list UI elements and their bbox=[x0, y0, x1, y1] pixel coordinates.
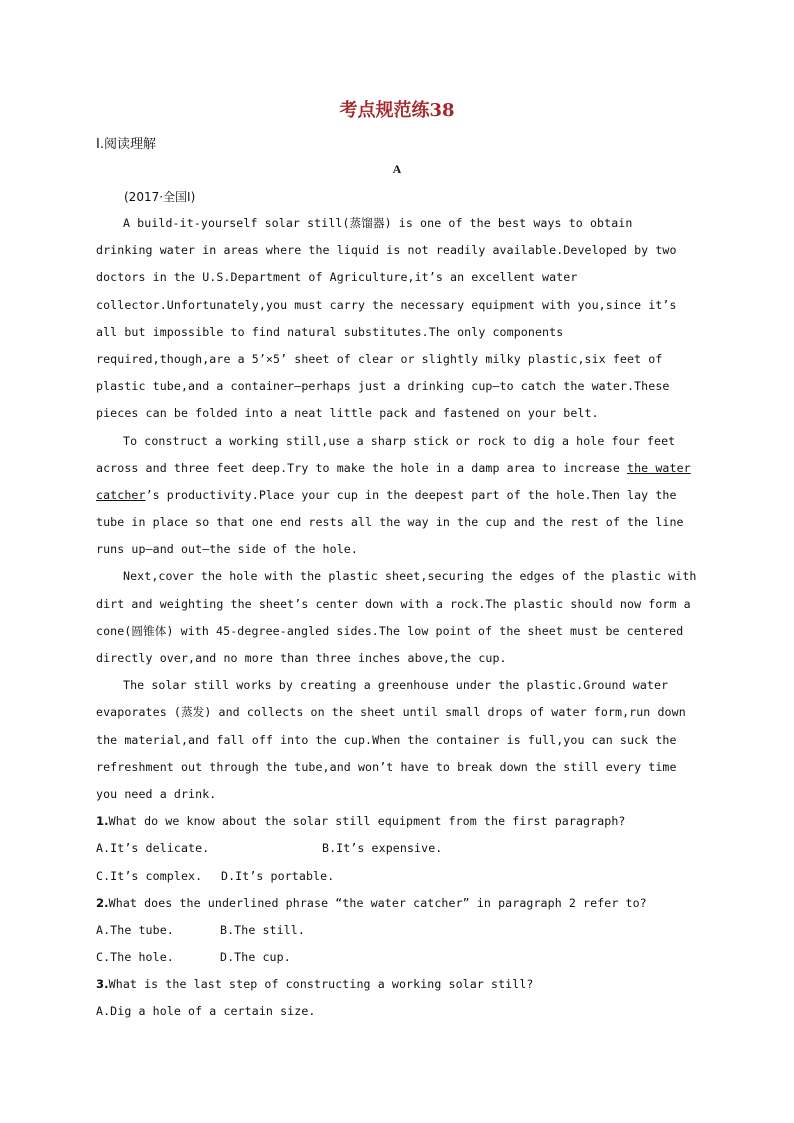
paragraph-1-line: required,though,are a 5’×5’ sheet of clear or slightly milky plastic,six feet of bbox=[96, 351, 663, 366]
option-b: B.It’s expensive. bbox=[322, 841, 443, 856]
option-c: C.The hole. bbox=[96, 950, 174, 965]
paragraph-2-line: To construct a working still,use a sharp stick or rock to dig a hole four feet bbox=[123, 433, 676, 448]
paragraph-4-line: refreshment out through the tube,and won’t have to break down the still every time bbox=[96, 759, 677, 774]
option-a: A.The tube. bbox=[96, 922, 174, 937]
paragraph-1-line: doctors in the U.S.Department of Agriculture,it’s an excellent water bbox=[96, 270, 578, 285]
underlined-phrase-part: catcher bbox=[96, 487, 146, 502]
question-number: 1. bbox=[96, 814, 109, 829]
question-1 bbox=[96, 808, 696, 835]
paragraph-2-line: tube in place so that one end rests all the way in the cup and the rest of the line bbox=[96, 515, 684, 530]
option-a: A.It’s delicate. bbox=[96, 841, 210, 856]
option-a: A.Dig a hole of a certain size. bbox=[96, 1004, 316, 1019]
question-number: 2. bbox=[96, 895, 109, 910]
question-text: What is the last step of constructing a working solar still? bbox=[108, 977, 534, 992]
paragraph-3-line: cone(圆锥体) with 45-degree-angled sides.The low point of the sheet must be centered bbox=[96, 623, 684, 638]
question-2 bbox=[96, 890, 696, 917]
question-3-options-row bbox=[96, 998, 696, 1025]
paragraph-2-text: ’s productivity.Place your cup in the deepest part of the hole.Then lay the bbox=[145, 487, 677, 502]
paragraph-2-line: runs up—and out—the side of the hole. bbox=[96, 542, 358, 557]
paragraph-1-line: A build-it-yourself solar still(蒸馏器) is one of the best ways to obtain bbox=[123, 216, 633, 230]
paragraph-2-line bbox=[96, 482, 696, 509]
paragraph-2-line bbox=[96, 455, 696, 482]
paragraph-1-line: collector.Unfortunately,you must carry the necessary equipment with you,since it’s bbox=[96, 297, 677, 312]
question-1-options-row bbox=[96, 863, 696, 890]
paragraph-4-line: you need a drink. bbox=[96, 786, 217, 801]
passage-letter: A bbox=[392, 162, 402, 176]
question-text: What does the underlined phrase “the water catcher” in paragraph 2 refer to? bbox=[108, 895, 647, 910]
paragraph-4-line: the material,and fall off into the cup.When the container is full,you can suck the bbox=[96, 732, 677, 747]
section-heading: Ⅰ.阅读理解 bbox=[96, 137, 156, 152]
paragraph-3-line: directly over,and no more than three inches above,the cup. bbox=[96, 651, 507, 665]
question-2-options-row bbox=[96, 917, 696, 944]
question-text: What do we know about the solar still equipment from the first paragraph? bbox=[108, 814, 626, 829]
question-2-options-row bbox=[96, 944, 696, 971]
paragraph-1-line: plastic tube,and a container—perhaps just a drinking cup—to catch the water.These bbox=[96, 379, 670, 394]
question-1-options-row bbox=[96, 835, 696, 862]
page-title: 考点规范练38 bbox=[339, 100, 455, 121]
paragraph-3-line: dirt and weighting the sheet’s center down with a rock.The plastic should now form a bbox=[96, 596, 691, 611]
paragraph-1-line: all but impossible to find natural substitutes.The only components bbox=[96, 324, 564, 339]
question-3 bbox=[96, 971, 696, 998]
paragraph-1-line: drinking water in areas where the liquid is not readily available.Developed by two bbox=[96, 243, 677, 258]
paragraph-2-text: across and three feet deep.Try to make the hole in a damp area to increase bbox=[96, 460, 628, 475]
passage-body bbox=[96, 210, 696, 1026]
option-d: D.It’s portable. bbox=[221, 868, 335, 883]
underlined-phrase-part: the water bbox=[627, 460, 691, 475]
paragraph-4-line: evaporates (蒸发) and collects on the sheet until small drops of water form,run down bbox=[96, 705, 686, 720]
paragraph-1-line: pieces can be folded into a neat little pack and fastened on your belt. bbox=[96, 406, 599, 421]
passage-source: (2017·全国Ⅰ) bbox=[124, 190, 196, 204]
option-b: B.The still. bbox=[220, 922, 305, 937]
paragraph-4-line: The solar still works by creating a greenhouse under the plastic.Ground water bbox=[123, 678, 669, 693]
question-number: 3. bbox=[96, 977, 109, 992]
option-d: D.The cup. bbox=[220, 950, 291, 965]
option-c: C.It’s complex. bbox=[96, 868, 203, 883]
paragraph-3-line: Next,cover the hole with the plastic sheet,securing the edges of the plastic with bbox=[123, 569, 697, 584]
